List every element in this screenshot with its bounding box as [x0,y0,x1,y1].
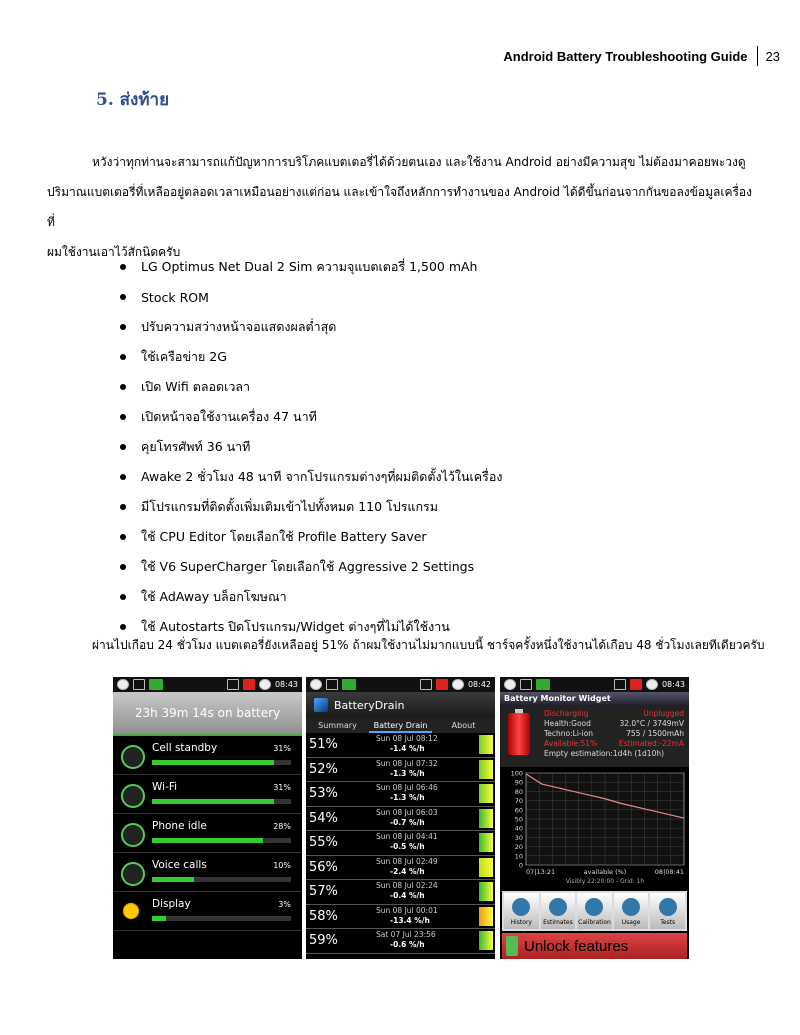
list-item [120,282,502,312]
drain-percent: 55% [309,835,338,850]
list-item-text: ใช้ CPU Editor โดยเลือกใช้ Profile Battery Saver [141,529,427,544]
list-item [120,372,502,402]
drain-date: Sun 08 Jul 07:32 [376,758,438,768]
usage-row[interactable] [113,814,302,853]
bullet-icon [120,414,126,420]
app-title: BatteryDrain [334,698,405,712]
usage-bar-fill [152,838,263,843]
drain-rate-indicator [479,809,493,828]
bullet-icon [120,624,126,630]
list-item [120,342,502,372]
running-header [503,46,780,66]
camera-icon [133,679,145,690]
drain-rate: -1.3 %/h [390,768,425,778]
y-tick-label: 60 [514,806,523,815]
drain-date: Sat 07 Jul 23:56 [376,930,436,939]
wifi-icon [420,679,432,690]
usage-row[interactable] [113,853,302,892]
usage-bar-fill [152,916,166,921]
list-item-text: Stock ROM [141,289,209,305]
list-item-text: ใช้ V6 SuperCharger โดยเลือกใช้ Aggressive 2 Settings [141,559,475,574]
drain-rate-indicator [479,784,493,803]
status-bar [500,677,689,692]
battery-icon [508,713,530,755]
camera-icon [326,679,338,690]
drain-row[interactable] [306,929,495,954]
bullet-icon [120,504,126,510]
list-item [120,402,502,432]
toolbar-button-calibration[interactable]: Calibration [577,893,612,929]
drain-percent: 56% [309,859,338,875]
list-item-text: เปิด Wifi ตลอดเวลา [141,379,251,394]
list-item-text: มีโปรแกรมที่ติดตั้งเพิ่มเติมเข้าไปทั้งหมด 110 โปรแกรม [141,499,439,514]
batterydrain-screenshot [306,677,495,959]
toolbar-button-usage[interactable]: Usage [614,893,649,929]
alert-icon [630,679,642,690]
y-tick-label: 10 [514,852,523,861]
cell-signal-icon [121,745,145,769]
info-row [544,739,686,749]
usage-bar-fill [152,877,194,882]
drain-row[interactable] [306,782,495,807]
info-label: Discharging [544,709,589,718]
page-number: 23 [765,48,780,64]
bullet-icon [120,564,126,570]
info-label: Empty estimation:1d4h (1d10h) [544,749,665,758]
bullet-icon [120,474,126,480]
info-row [544,719,686,729]
list-item [120,462,502,492]
widget-title: Battery Monitor Widget [500,692,689,705]
wifi-icon [227,679,239,690]
drain-rate: -0.7 %/h [390,817,425,827]
drain-date: Sun 08 Jul 02:24 [376,881,438,890]
drain-row[interactable] [306,905,495,930]
summary-paragraph: ผ่านไปเกือบ 24 ชั่วโมง แบตเตอรี่ยังเหลืออยู่ 51% ถ้าผมใช้งานไม่มากแบบนี้ ชาร์จครั้งหนึ่งใช้งานได้เกือบ 48 ชั่วโมงเลยทีเดียวครับ [92,638,765,652]
usage-name: Display [152,898,191,910]
usage-name: Wi-Fi [152,781,178,793]
list-item [120,582,502,612]
list-item-text: ใช้ Autostarts ปิดโปรแกรม/Widget ต่างๆที่ไม่ได้ใช้งาน [141,619,450,634]
drain-row[interactable] [306,807,495,832]
info-row [544,749,686,759]
drain-date: Sun 08 Jul 02:49 [376,856,438,866]
tab-battery-drain[interactable]: Battery Drain [369,718,432,733]
drain-date: Sun 08 Jul 06:03 [376,807,438,817]
usage-name: Cell standby [152,742,218,754]
battery-level-chart [500,767,689,887]
drain-rate-indicator [479,931,493,950]
toolbar-button-estimates[interactable]: Estimates [541,893,576,929]
drain-rate-indicator [479,907,493,926]
info-row [544,729,686,739]
app-header [306,692,495,718]
drain-rate-indicator [479,833,493,852]
usage-row[interactable] [113,736,302,775]
info-label: Health:Good [544,719,591,728]
section-heading: 5. ส่งท้าย [96,90,170,110]
drain-rate-indicator [479,882,493,901]
list-item [120,522,502,552]
drain-row[interactable] [306,856,495,881]
drain-date: Sun 08 Jul 08:12 [376,734,438,743]
usage-percent: 10% [273,861,291,870]
bullet-icon [120,264,126,270]
tab-summary[interactable]: Summary [318,721,357,730]
tab-bar [306,718,495,733]
drain-percent: 53% [309,786,338,801]
notification-icon [504,679,516,690]
bullet-icon [120,294,126,300]
usage-row[interactable] [113,775,302,814]
alert-icon [243,679,255,690]
guide-title: Android Battery Troubleshooting Guide [503,48,748,64]
camera-icon [520,679,532,690]
drain-date: Sun 08 Jul 00:01 [376,905,438,915]
x-axis-label: 07|13:21 [526,868,556,876]
drain-rate-indicator [479,858,493,877]
list-item [120,312,502,342]
batterydrain-logo-icon [314,698,328,712]
usage-bar [152,916,291,921]
list-item-text: คุยโทรศัพท์ 36 นาที [141,439,251,454]
brightness-icon [121,901,141,921]
drain-row[interactable] [306,733,495,758]
list-item-text: ใช้ AdAway บล็อกโฆษณา [141,589,287,604]
paragraph-line: หวังว่าทุกท่านจะสามารถแก้ปัญหาการบริโภคแบตเตอรี่ได้ด้วยตนเอง และใช้งาน Android อย่างมีความสุข ไม่ต้องมาคอยพะวงดู [92,155,746,169]
drain-percent: 54% [309,810,338,826]
list-item-text: Awake 2 ชั่วโมง 48 นาที จากโปรแกรมต่างๆที่ผมติดตั้งไว้ในเครื่อง [141,469,503,484]
status-bar [113,677,302,692]
info-value: 32.0°C / 3749mV [619,719,684,728]
drain-rate: -0.6 %/h [390,940,425,949]
battery-info-panel [500,705,689,767]
list-item-text: ใช้เครือข่าย 2G [141,349,227,364]
bullet-icon [120,594,126,600]
tab-about[interactable]: About [451,721,476,730]
usage-percent: 28% [273,822,291,831]
info-value: Unplugged [643,709,684,718]
list-item [120,492,502,522]
usage-bar-fill [152,799,274,804]
y-tick-label: 0 [518,861,523,870]
drain-rate-indicator [479,735,493,754]
drain-rate: -0.4 %/h [390,891,425,900]
unlock-features-button[interactable]: Unlock features [502,933,687,959]
y-tick-label: 20 [514,843,523,852]
drain-row[interactable] [306,758,495,783]
notification-icon [310,679,322,690]
clock: 08:42 [467,680,491,689]
drain-percent: 57% [309,884,338,899]
drain-percent: 51% [309,737,338,752]
info-value: 755 / 1500mAh [626,729,684,738]
bullet-icon [120,444,126,450]
status-bar [306,677,495,692]
sim-icon [149,679,163,690]
y-tick-label: 80 [514,787,523,796]
list-item-text: เปิดหน้าจอใช้งานเครื่อง 47 นาที [141,409,317,424]
usage-bar [152,760,291,765]
bullet-icon [120,534,126,540]
battery-monitor-screenshot [500,677,689,959]
list-item-text: LG Optimus Net Dual 2 Sim ความจุแบตเตอรี่ 1,500 mAh [141,259,478,274]
usage-bar [152,838,291,843]
drain-rate: -0.5 %/h [390,842,425,851]
usage-bar [152,799,291,804]
y-tick-label: 50 [514,815,523,824]
y-tick-label: 40 [514,824,523,833]
usage-percent: 31% [273,783,291,792]
y-tick-label: 90 [514,778,523,787]
usage-row[interactable] [113,892,302,931]
battery-duration-banner: 23h 39m 14s on battery [113,692,302,736]
power-icon [121,823,145,847]
alert-icon [436,679,448,690]
wifi-icon [614,679,626,690]
bullet-icon [120,324,126,330]
paragraph-line: ผมใช้งานเอาไว้สักนิดครับ [47,245,181,259]
info-row [544,709,686,719]
list-item [120,552,502,582]
info-label: Techno:Li-ion [544,729,594,738]
usage-percent: 3% [278,900,291,909]
x-axis-label: 08|08:41 [654,868,684,876]
intro-paragraph [47,147,757,267]
info-value: Estimated:-22mA [618,739,684,748]
drain-date: Sun 08 Jul 06:46 [376,783,438,792]
drain-rate: -1.3 %/h [390,793,425,802]
toolbar-button-history[interactable]: History [504,893,539,929]
drain-rate-indicator [479,760,493,779]
y-tick-label: 30 [514,833,523,842]
info-label: Available:51% [544,739,598,748]
usage-name: Phone idle [152,820,207,832]
list-item [120,432,502,462]
paragraph-line: ปริมาณแบตเตอรี่ที่เหลืออยู่ตลอดเวลาเหมือนอย่างแต่ก่อน และเข้าใจถึงหลักการทำงานของ Android ได้ดีขึ้นก่อนจากกันขอลงข้อมูลเครื่องที่ [47,185,752,229]
drain-row[interactable] [306,880,495,905]
alarm-icon [646,679,658,690]
drain-date: Sun 08 Jul 04:41 [376,832,438,841]
drain-row[interactable] [306,831,495,856]
drain-percent: 59% [309,933,338,948]
wifi-icon [121,784,145,808]
sim-icon [536,679,550,690]
alarm-icon [259,679,271,690]
clock: 08:43 [274,680,298,689]
toolbar-button-tests[interactable]: Tests [650,893,685,929]
x-axis-label: available (%) [583,868,627,876]
chart-footer: Visibly 22:20:00 - Grid: 1h [565,878,645,885]
bullet-icon [120,384,126,390]
device-spec-list [120,252,502,642]
notification-icon [117,679,129,690]
toolbar [502,891,687,931]
drain-rate: -13.4 %/h [390,915,430,925]
list-item-text: ปรับความสว่างหน้าจอแสดงผลต่ำสุด [141,319,337,334]
y-tick-label: 70 [514,797,523,806]
clock: 08:43 [661,680,685,689]
usage-name: Voice calls [152,859,207,871]
drain-rate: -1.4 %/h [390,744,425,753]
list-item [120,252,502,282]
usage-bar [152,877,291,882]
usage-bar-fill [152,760,274,765]
alarm-icon [452,679,464,690]
usage-percent: 31% [273,744,291,753]
drain-rate: -2.4 %/h [390,866,425,876]
y-tick-label: 100 [510,769,523,778]
drain-percent: 52% [309,761,338,777]
drain-percent: 58% [309,908,338,924]
phone-icon [121,862,145,886]
sim-icon [342,679,356,690]
battery-usage-screenshot [113,677,302,959]
bullet-icon [120,354,126,360]
header-divider [757,46,758,66]
